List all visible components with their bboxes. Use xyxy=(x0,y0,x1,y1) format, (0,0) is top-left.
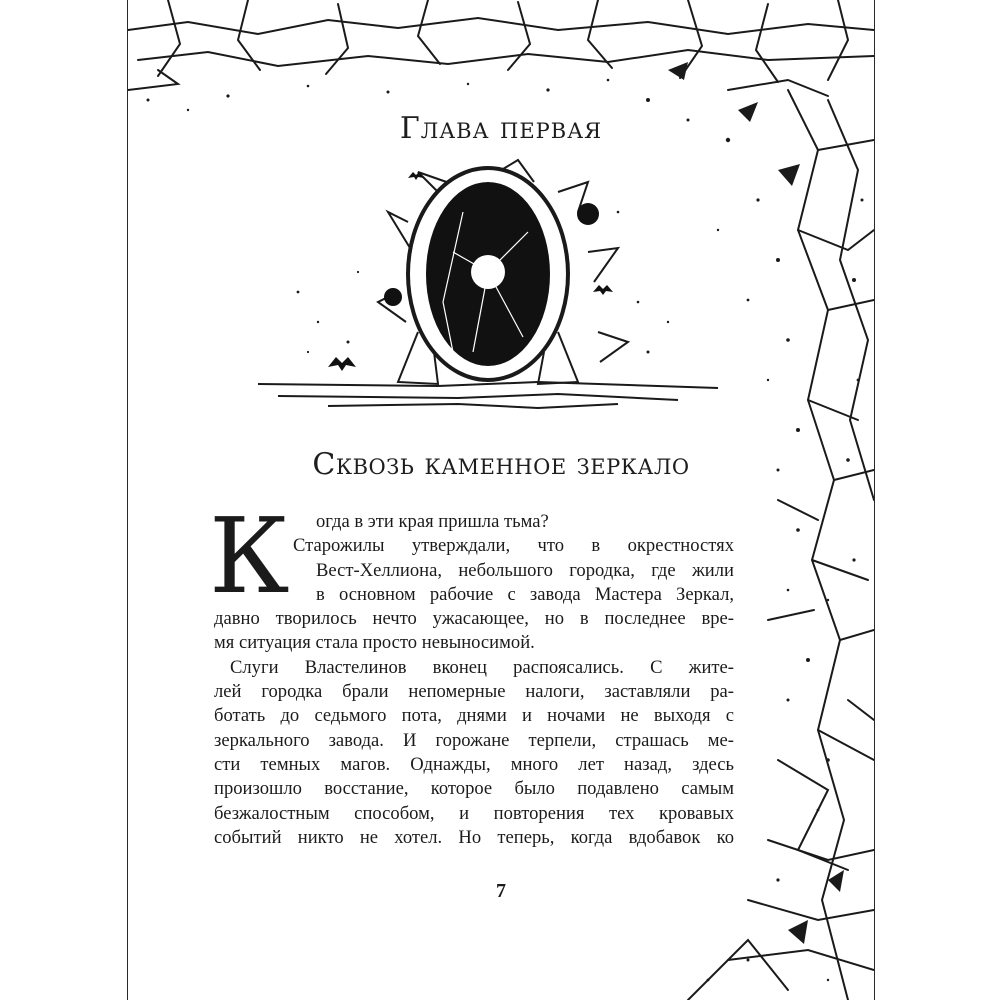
text-line: зеркального завода. И горожане терпели, страшась ме- xyxy=(214,729,734,751)
text-line: мя ситуация стала просто невыносимой. xyxy=(214,632,535,654)
text-line: огда в эти края пришла тьма? xyxy=(316,511,549,532)
text-line: лей городка брали непомерные налоги, заставляли ра- xyxy=(214,681,734,703)
text-line: произошло восстание, которое было подавлено самым xyxy=(214,778,734,800)
text-line: Вест-Хеллиона, небольшого городка, где жили xyxy=(316,559,734,581)
chapter-title: Сквозь каменное зеркало xyxy=(312,447,690,482)
body-text xyxy=(209,495,734,850)
stone-mirror-illustration xyxy=(238,152,738,422)
text-line: безжалостным способом, и повторения тех кровавых xyxy=(214,802,734,824)
text-line: Слуги Властелинов вконец распоясались. С жите- xyxy=(230,656,734,678)
text-line: ботать до седьмого пота, днями и ночами не выходя с xyxy=(214,705,734,727)
page-number: 7 xyxy=(496,880,506,902)
text-line: событий никто не хотел. Но теперь, когда вдобавок ко xyxy=(214,826,734,848)
chapter-label: Глава первая xyxy=(399,111,603,146)
text-line: сти темных магов. Однажды, много лет назад, здесь xyxy=(214,753,734,775)
book-page xyxy=(127,0,875,1000)
drop-cap: К xyxy=(209,495,290,617)
text-line: Старожилы утверждали, что в окрестностях xyxy=(293,535,734,557)
text-line: в основном рабочие с завода Мастера Зеркал, xyxy=(316,583,734,605)
text-line: давно творилось нечто ужасающее, но в последнее вре- xyxy=(214,608,734,630)
